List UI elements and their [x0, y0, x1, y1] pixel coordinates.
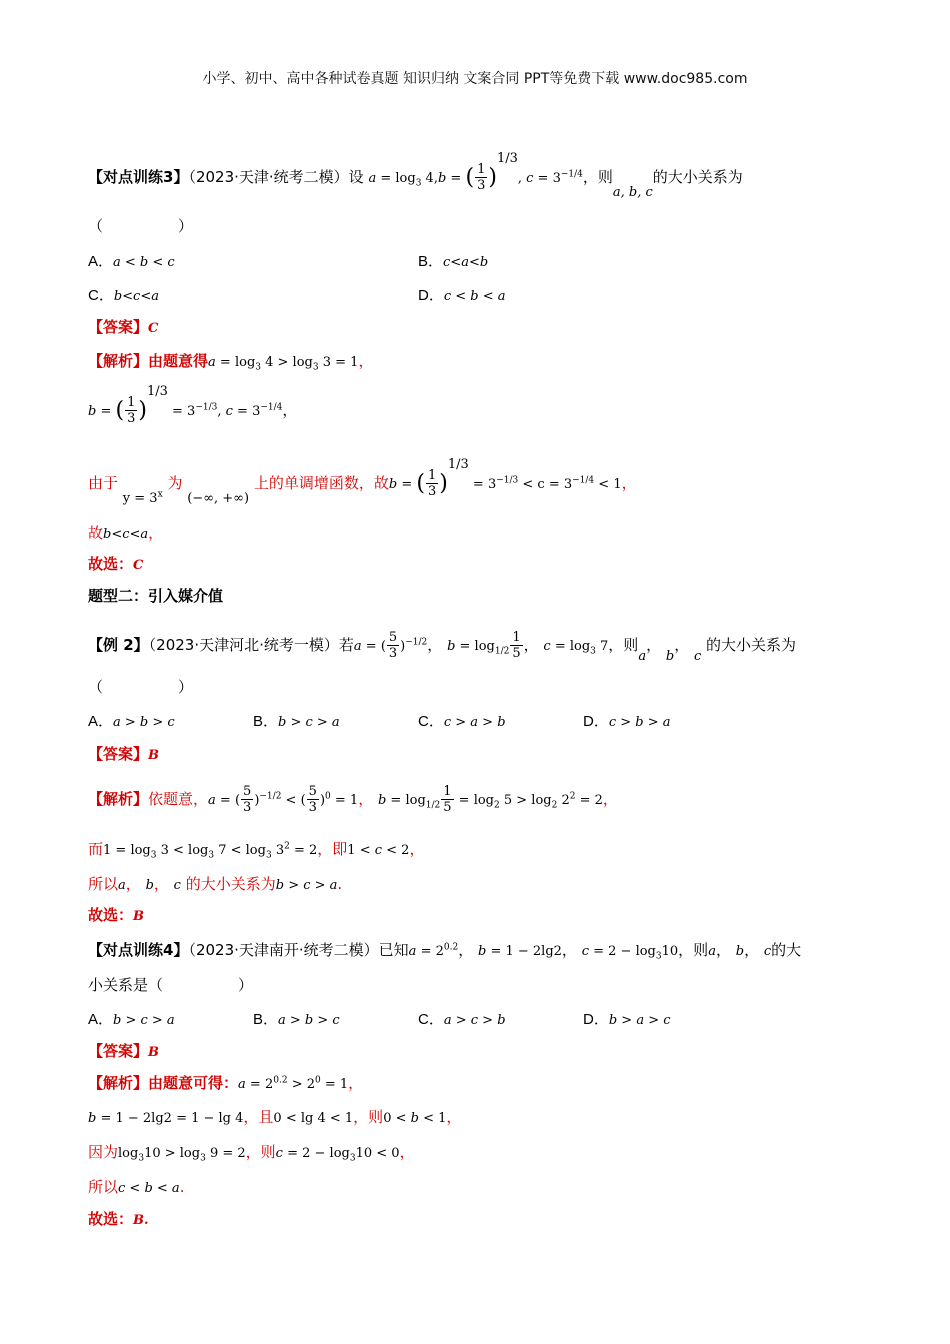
option-c: C．b<c<a: [88, 287, 159, 304]
answer-paren: （ ）: [88, 217, 194, 235]
choose-line: 故选：C: [88, 555, 144, 573]
solution-line-2: 而$1 = \log_3 3 < \log_3 7 < \log_3 3^2 = 2$，即1 < c < 2，: [88, 840, 425, 861]
problem-tag: 【对点训练3】: [88, 168, 189, 186]
option-d: D．c < b < a: [418, 287, 506, 304]
solution-line-3: 所以a， b， c 的大小关系为b > c > a.: [88, 875, 343, 893]
solution-line-3: 因为$\log_310 > \log_3 9 = 2$，则$c = 2 - \log_310 < 0$，: [88, 1143, 415, 1164]
solution-line-1: 【解析】由题意得$a = \log_3 4 > \log_3 3 = 1$，: [88, 352, 374, 373]
answer-line: 【答案】B: [88, 745, 160, 763]
choose-line: 故选：B: [88, 906, 145, 924]
solution-line-4: 故b<c<a，: [88, 524, 164, 542]
option-d: D．b > a > c: [583, 1011, 671, 1028]
option-c: C．a > c > b: [418, 1011, 506, 1028]
solution-line-3: 由于 $y = 3^x$ 为 (−∞, +∞) 上的单调增函数，故b = ( $\frac{1}{3}$ )$^{1/3} = 3^{-1/3} < c = 3^{-1/4} < 1$，: [88, 457, 637, 506]
solution-line-2: b = 1 − 2lg2 = 1 − lg 4，且0 < lg 4 < 1，则0 < b < 1，: [88, 1108, 462, 1126]
option-b: B．c<a<b: [418, 253, 489, 270]
answer-paren: （ ）: [88, 678, 194, 696]
option-a: A．a > b > c: [88, 713, 175, 730]
option-d: D．c > b > a: [583, 713, 671, 730]
option-c: C．c > a > b: [418, 713, 506, 730]
option-b: B．a > b > c: [253, 1011, 340, 1028]
problem-4-line-2: 小关系是（ ）: [88, 976, 254, 994]
option-a: A．a < b < c: [88, 253, 175, 270]
example-2-line: 【例 2】（2023·天津河北·统考一模）若a = ( $\frac{5}{3}$ )$^{-1/2}$， $b = \log_{1/2}$ $\frac{1}{5}$ ， $c = \log_3 7$，则a， b， c 的大小关系为: [88, 630, 797, 664]
section-title: 题型二：引入媒介值: [88, 587, 224, 605]
problem-3-line: 【对点训练3】（2023·天津·统考二模）设 $a = \log_3 4,b$ = ( $\frac{1}{3}$ )$^{1/3}$, $c = 3^{-1/4}$，则a, b, c的大小关系为: [88, 151, 743, 200]
problem-source: （2023·天津·统考二模）设: [188, 168, 364, 186]
solution-line-4: 所以c < b < a.: [88, 1178, 185, 1196]
solution-line-2: b = ( $\frac{1}{3}$ )$^{1/3} = 3^{-1/3}$, $c = 3^{-1/4}$，: [88, 384, 298, 426]
tail-text: 的大小关系为: [652, 168, 743, 186]
vars-text: a, b, c: [612, 185, 653, 200]
option-a: A．b > c > a: [88, 1011, 175, 1028]
solution-line-1: 【解析】依题意，a = ( $\frac{5}{3}$ )$^{-1/2}$ < ( $\frac{5}{3}$ )$^0$ = 1， $b = \log_{1/2}$ $\frac{1}{5}$ = $\log_2 5 > \log_2 2^2 = 2$，: [88, 784, 618, 815]
page-header: 小学、初中、高中各种试卷真题 知识归纳 文案合同 PPT等免费下载 www.doc985.com: [202, 71, 748, 87]
answer-line: 【答案】B: [88, 1042, 160, 1060]
choose-line: 故选：B.: [88, 1210, 149, 1228]
then-text: ，则: [582, 168, 613, 186]
answer-line: 【答案】C: [88, 318, 159, 336]
problem-4-line: 【对点训练4】（2023·天津南开·统考二模）已知$a = 2^{0.2}$， b = 1 − 2lg2， $c = 2 - \log_310$，则a， b， c的大: [88, 941, 802, 962]
option-b: B．b > c > a: [253, 713, 340, 730]
solution-line-1: 【解析】由题意可得：$a = 2^{0.2} > 2^0 = 1$，: [88, 1074, 364, 1092]
